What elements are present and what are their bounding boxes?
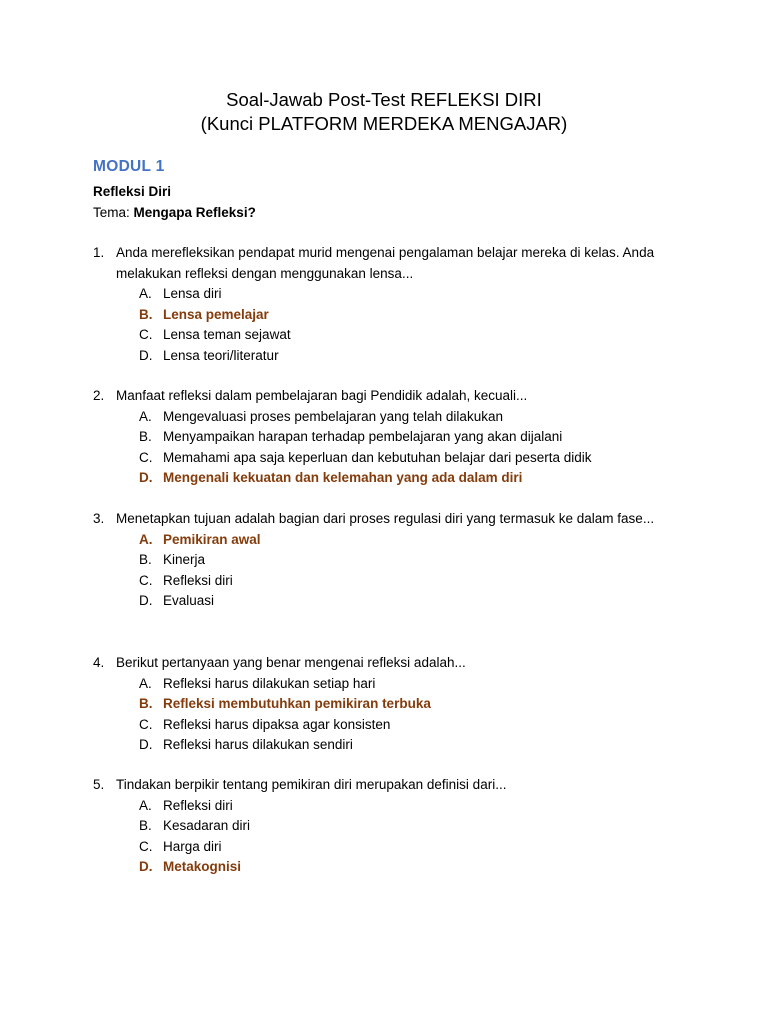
- answer-option: [93, 715, 663, 736]
- answer-option: [93, 427, 663, 448]
- question-number: 1.: [93, 245, 105, 260]
- option-text: Mengevaluasi proses pembelajaran yang telah dilakukan: [163, 408, 503, 424]
- question-text: Menetapkan tujuan adalah bagian dari proses regulasi diri yang termasuk ke dalam fase...: [116, 511, 655, 526]
- answer-option: [93, 325, 663, 346]
- question-3: [93, 509, 663, 612]
- option-letter: C.: [139, 572, 153, 588]
- option-letter: D.: [139, 347, 153, 363]
- option-letter: B.: [139, 696, 153, 711]
- option-text: Lensa pemelajar: [163, 306, 269, 322]
- answer-option: [93, 735, 663, 756]
- question-text: Anda merefleksikan pendapat murid mengenai pengalaman belajar mereka di kelas. Anda melakukan refleksi dengan menggunakan lensa...: [116, 245, 655, 281]
- answer-option: [93, 407, 663, 428]
- answer-option: [93, 571, 663, 592]
- option-text: Refleksi membutuhkan pemikiran terbuka: [163, 696, 431, 711]
- option-text: Mengenali kekuatan dan kelemahan yang ada dalam diri: [163, 470, 523, 485]
- option-letter: B.: [139, 306, 153, 322]
- question-number: 2.: [93, 388, 105, 403]
- option-letter: C.: [139, 327, 153, 342]
- answer-option: [93, 448, 663, 469]
- modul-heading: MODUL 1: [93, 158, 165, 175]
- option-letter: A.: [139, 675, 152, 691]
- option-letter: B.: [139, 818, 152, 833]
- option-text: Kesadaran diri: [163, 818, 251, 833]
- option-text: Pemikiran awal: [163, 531, 261, 547]
- option-text: Refleksi diri: [163, 797, 233, 813]
- option-text: Kinerja: [163, 552, 206, 567]
- option-letter: C.: [139, 716, 153, 732]
- option-letter: C.: [139, 838, 153, 854]
- option-text: Metakognisi: [163, 859, 242, 874]
- option-text: Refleksi diri: [163, 572, 233, 588]
- question-5: [93, 775, 663, 878]
- tema-value: Mengapa Refleksi?: [133, 205, 256, 220]
- correct-answer-option: [93, 694, 663, 715]
- option-text: Lensa teori/literatur: [163, 347, 279, 363]
- correct-answer-option: [93, 530, 663, 551]
- question-text: Berikut pertanyaan yang benar mengenai refleksi adalah...: [116, 655, 466, 670]
- answer-option: [93, 346, 663, 367]
- question-text: Tindakan berpikir tentang pemikiran diri merupakan definisi dari...: [116, 777, 507, 792]
- option-letter: C.: [139, 449, 153, 465]
- option-letter: A.: [139, 531, 153, 547]
- option-text: Refleksi harus dilakukan setiap hari: [163, 675, 376, 691]
- option-text: Harga diri: [163, 838, 222, 854]
- answer-option: [93, 284, 663, 305]
- question-4: [93, 653, 663, 756]
- question-number: 4.: [93, 655, 105, 670]
- option-letter: B.: [139, 552, 152, 567]
- tema-line: [93, 203, 256, 223]
- answer-option: [93, 796, 663, 817]
- answer-option: [93, 837, 663, 858]
- option-letter: A.: [139, 286, 152, 301]
- option-text: Refleksi harus dilakukan sendiri: [163, 737, 353, 752]
- correct-answer-option: [93, 857, 663, 878]
- tema-label: Tema:: [93, 205, 130, 220]
- option-text: Refleksi harus dipaksa agar konsisten: [163, 716, 391, 732]
- answer-option: [93, 550, 663, 571]
- option-text: Menyampaikan harapan terhadap pembelajaran yang akan dijalani: [163, 429, 563, 444]
- correct-answer-option: [93, 305, 663, 326]
- document-title-line1: Soal-Jawab Post-Test REFLEKSI DIRI: [226, 89, 542, 110]
- question-number: 3.: [93, 511, 105, 526]
- question-text: Manfaat refleksi dalam pembelajaran bagi Pendidik adalah, kecuali...: [116, 388, 528, 403]
- option-text: Memahami apa saja keperluan dan kebutuhan belajar dari peserta didik: [163, 449, 592, 465]
- option-text: Lensa diri: [163, 286, 222, 301]
- answer-option: [93, 816, 663, 837]
- option-text: Evaluasi: [163, 593, 215, 608]
- question-number: 5.: [93, 777, 105, 792]
- option-letter: D.: [139, 593, 153, 608]
- correct-answer-option: [93, 468, 663, 489]
- answer-option: [93, 591, 663, 612]
- option-letter: B.: [139, 429, 152, 444]
- option-letter: A.: [139, 797, 152, 813]
- question-1: [93, 243, 663, 366]
- option-text: Lensa teman sejawat: [163, 327, 291, 342]
- section-subtitle: Refleksi Diri: [93, 184, 172, 199]
- option-letter: D.: [139, 470, 153, 485]
- document-title-line2: (Kunci PLATFORM MERDEKA MENGAJAR): [200, 113, 568, 134]
- question-2: [93, 386, 663, 489]
- option-letter: D.: [139, 859, 153, 874]
- option-letter: D.: [139, 737, 153, 752]
- answer-option: [93, 674, 663, 695]
- option-letter: A.: [139, 408, 152, 424]
